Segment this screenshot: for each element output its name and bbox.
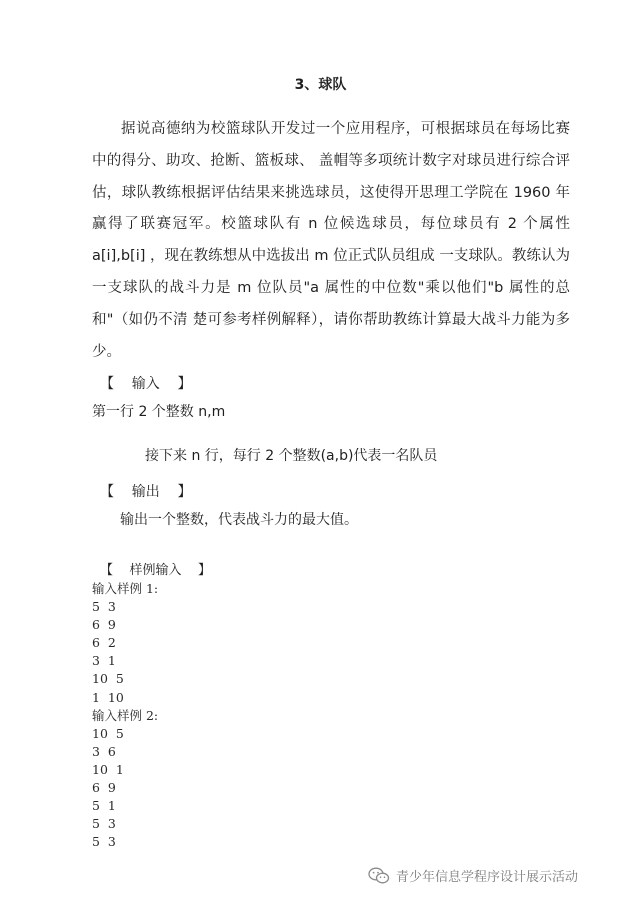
sample-input-block	[92, 580, 158, 851]
input-line-2: 接下来 n 行，每行 2 个整数(a,b)代表一名队员	[145, 448, 438, 464]
sample-line: 10 5	[92, 725, 124, 741]
sample-line: 6 9	[92, 780, 116, 796]
problem-description: 据说高德纳为校篮球队开发过一个应用程序，可根据球员在每场比赛中的得分、助攻、抢断、篮板球、 盖帽等多项统计数字对球员进行综合评估，球队教练根据评估结果来挑选球员，这使得开思理工学院在 1960 年赢得了联赛冠军。校篮球队有 n 位候选球员，每位球员有 2 个属性 a[i],b[i] ，现在教练想从中选拔出 m 位正式队员组成 一支球队。教练认为一支球队的战斗力是 m 位队员"a 属性的中位数"乘以他们"b 属性的总和"（如仍不清 楚可参考样例解释），请你帮助教练计算最大战斗力能为多少。	[92, 121, 570, 360]
sample-line: 1 10	[92, 689, 124, 705]
sample-line: 3 6	[92, 743, 116, 759]
sample-line: 6 9	[92, 617, 116, 633]
sample-line: 输入样例 2:	[92, 707, 159, 723]
sample-line: 输入样例 1:	[92, 581, 159, 596]
watermark	[368, 866, 578, 885]
sample-line: 6 2	[92, 635, 116, 651]
sample-line: 5 3	[92, 599, 116, 615]
sample-line: 3 1	[92, 653, 116, 669]
sample-line: 5 3	[92, 816, 116, 832]
input-header: 【 输入 】	[100, 376, 192, 392]
output-header: 【 输出 】	[100, 484, 192, 500]
watermark-text: 青少年信息学程序设计展示活动	[396, 870, 579, 885]
problem-title: 3、球队	[294, 77, 347, 93]
wechat-icon	[368, 867, 390, 885]
input-line-1: 第一行 2 个整数 n,m	[92, 404, 226, 420]
sample-line: 10 1	[92, 761, 124, 777]
sample-line: 10 5	[92, 671, 124, 687]
sample-line: 5 3	[92, 834, 116, 850]
output-line-1: 输出一个整数，代表战斗力的最大值。	[120, 512, 358, 528]
sample-line: 5 1	[92, 798, 116, 814]
sample-input-header: 【 样例输入 】	[100, 563, 212, 578]
